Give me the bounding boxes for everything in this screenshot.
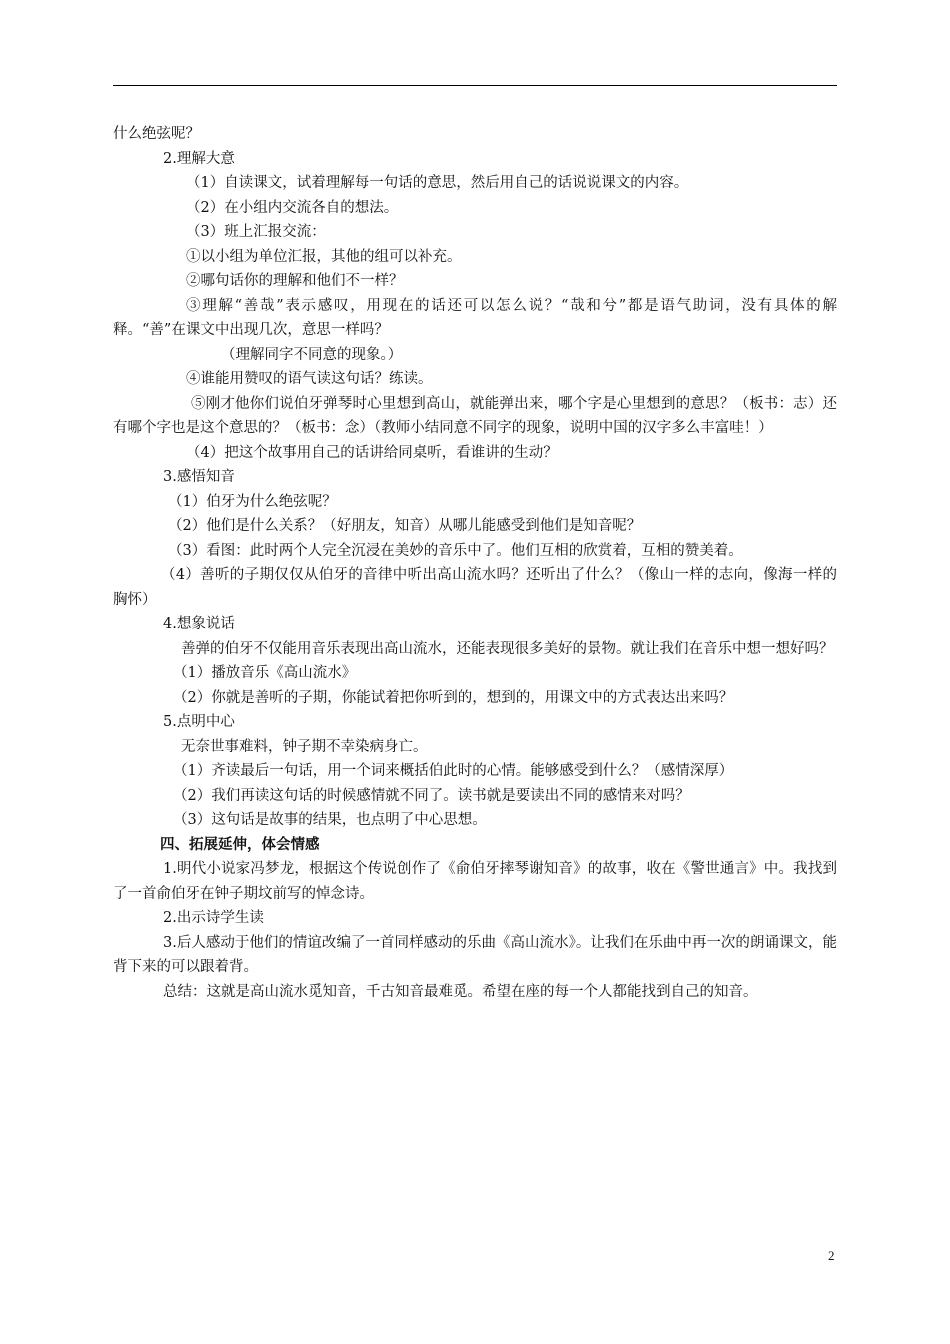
paragraph-line: （2）他们是什么关系？（好朋友，知音）从哪儿能感受到他们是知音呢？ — [168, 518, 642, 534]
paragraph-line: （3）看图：此时两个人完全沉浸在美妙的音乐中了。他们互相的欣赏着，互相的赞美着。 — [168, 542, 743, 559]
page-number: 2 — [828, 1248, 835, 1263]
paragraph-line: （理解同字不同意的现象。） — [221, 346, 403, 363]
paragraph-line: （2）你就是善听的子期，你能试着把你听到的，想到的，用课文中的方式表达出来吗？ — [173, 689, 734, 706]
paragraph-line: ⑤刚才他你们说伯牙弹琴时心里想到高山，就能弹出来，哪个字是心里想到的意思？（板书：志）还有哪个字也是这个意思的？（板书：念）（教师小结同意不同字的现象，说明中国的汉字多么丰富哇！） — [113, 395, 837, 436]
paragraph-line: （4）善听的子期仅仅从伯牙的音律中听出高山流水吗？还听出了什么？（像山一样的志向，像海一样的胸怀） — [113, 567, 837, 608]
paragraph-line: 什么绝弦呢？ — [113, 126, 200, 142]
section-heading-extension: 四、拓展延伸，体会情感 — [160, 835, 320, 853]
section-heading-center: 5.点明中心 — [163, 714, 235, 730]
paragraph-line: （1）齐读最后一句话，用一个词来概括伯此时的心情。能够感受到什么？（感情深厚） — [173, 763, 734, 779]
paragraph-line: （1）播放音乐《高山流水》 — [173, 665, 357, 681]
paragraph-line: ③理解“善哉”表示感叹，用现在的话还可以怎么说？“哉和兮”都是语气助词，没有具体的解释。“善”在课文中出现几次，意思一样吗？ — [113, 297, 837, 338]
paragraph-line: ①以小组为单位汇报，其他的组可以补充。 — [186, 248, 462, 265]
paragraph-line: 3.后人感动于他们的情谊改编了一首同样感动的乐曲《高山流水》。让我们在乐曲中再一次的朗诵课文，能背下来的可以跟着背。 — [113, 934, 837, 975]
paragraph-line: （3）班上汇报交流： — [186, 224, 326, 240]
paragraph-line: 善弹的伯牙不仅能用音乐表现出高山流水，还能表现很多美好的景物。就让我们在音乐中想一想好吗？ — [181, 640, 834, 657]
paragraph-line: （3）这句话是故事的结果，也点明了中心思想。 — [173, 812, 487, 828]
paragraph-line: （2）我们再读这句话的时候感情就不同了。读书就是要读出不同的感情来对吗？ — [173, 787, 690, 804]
section-heading-imagine: 4.想象说话 — [163, 616, 235, 632]
paragraph-line: 1.明代小说家冯梦龙，根据这个传说创作了《俞伯牙摔琴谢知音》的故事，收在《警世通言》中。我找到了一首俞伯牙在钟子期坟前写的悼念诗。 — [113, 861, 837, 902]
document-body — [113, 122, 837, 1004]
section-heading-understanding: 2.理解大意 — [163, 150, 235, 167]
paragraph-line: （4）把这个故事用自己的话讲给同桌听，看谁讲的生动？ — [186, 444, 558, 461]
section-heading-appreciation: 3.感悟知音 — [163, 469, 235, 485]
paragraph-line: 2.出示诗学生读 — [163, 910, 264, 926]
paragraph-line: 无奈世事难料，钟子期不幸染病身亡。 — [181, 738, 428, 755]
summary-line: 总结：这就是高山流水觅知音，千古知音最难觅。希望在座的每一个人都能找到自己的知音。 — [163, 983, 758, 1000]
paragraph-line: （1）伯牙为什么绝弦呢？ — [168, 493, 337, 510]
paragraph-line: （2）在小组内交流各自的想法。 — [186, 199, 399, 216]
paragraph-line: ④谁能用赞叹的语气读这句话？练读。 — [186, 371, 433, 387]
header-rule — [113, 85, 837, 86]
paragraph-line: ②哪句话你的理解和他们不一样？ — [186, 273, 404, 289]
paragraph-line: （1）自读课文，试着理解每一句话的意思，然后用自己的话说说课文的内容。 — [186, 175, 689, 191]
